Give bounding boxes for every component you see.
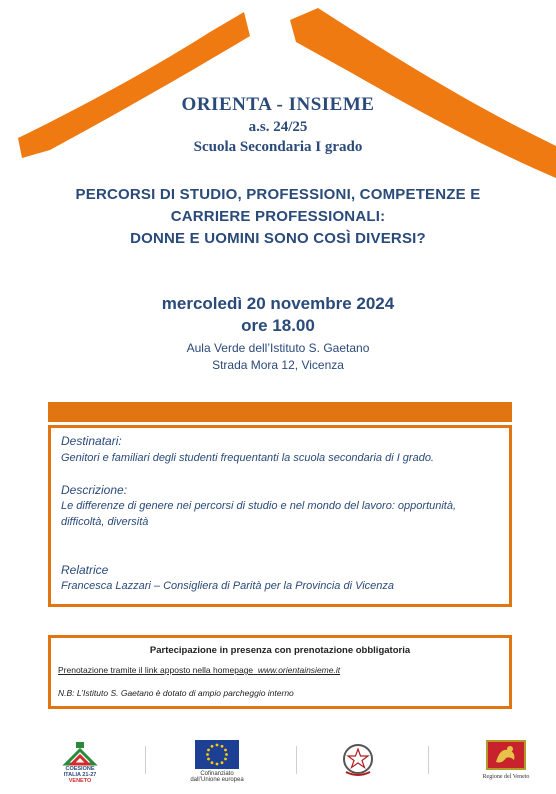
recipients-text: Genitori e familiari degli studenti frequentanti la scuola secondaria di I grado.: [61, 452, 434, 464]
coesione-line-3: VENETO: [68, 778, 92, 784]
booking-link-url[interactable]: www.orientainsieme.it: [257, 665, 341, 675]
venue-line-2: Strada Mora 12, Vicenza: [212, 358, 344, 372]
event-title-line-1: PERCORSI DI STUDIO, PROFESSIONI, COMPETENZE E: [75, 186, 481, 203]
header-title: ORIENTA - INSIEME: [181, 94, 375, 115]
event-title: [40, 184, 516, 250]
eu-flag-logo: [195, 740, 239, 769]
veneto-caption: Regione del Veneto: [482, 774, 530, 780]
italian-republic-emblem-icon: [338, 740, 378, 780]
venue-line-1: Aula Verde dell’Istituto S. Gaetano: [186, 341, 370, 355]
logo-separator: [428, 746, 429, 774]
speaker-label: Relatrice: [61, 563, 109, 577]
recipients-label: Destinatari:: [61, 434, 122, 448]
orange-divider-bar: [48, 402, 512, 422]
coesione-italia-logo: [62, 740, 98, 766]
roof-left-stroke: [18, 12, 250, 158]
speaker-text: Francesca Lazzari – Consigliera di Parità per la Provincia di Vicenza: [61, 580, 395, 592]
participation-box: [48, 635, 512, 709]
coesione-caption: [55, 766, 105, 784]
event-title-line-3: DONNE E UOMINI SONO COSÌ DIVERSI?: [130, 230, 426, 247]
description-line-1: Le differenze di genere nei percorsi di studio e nel mondo del lavoro: opportunità,: [61, 500, 457, 512]
coesione-line-2: ITALIA 21-27: [63, 772, 97, 778]
booking-link[interactable]: [58, 665, 340, 675]
header-school: Scuola Secondaria I grado: [193, 139, 363, 155]
description-line-2: difficoltà, diversità: [61, 516, 149, 528]
description-label: Descrizione:: [61, 483, 128, 497]
event-date: mercoledì 20 novembre 2024: [161, 294, 395, 313]
event-time: ore 18.00: [241, 316, 315, 335]
eu-line-1: Cofinanziato: [200, 771, 234, 777]
eu-line-2: dall’Unione europea: [190, 777, 244, 783]
details-box: [48, 425, 512, 607]
logo-separator: [145, 746, 146, 774]
eu-caption: [180, 771, 254, 783]
logo-separator: [296, 746, 297, 774]
event-venue: [0, 340, 556, 374]
coesione-line-1: COESIONE: [65, 766, 95, 772]
booking-link-text: Prenotazione tramite il link apposto nella homepage: [58, 665, 254, 675]
header-year: a.s. 24/25: [248, 119, 308, 135]
regione-veneto-logo: [486, 740, 526, 770]
event-title-line-2: CARRIERE PROFESSIONALI:: [170, 208, 386, 225]
participation-title: Partecipazione in presenza con prenotazione obbligatoria: [149, 645, 411, 656]
parking-note: N.B: L’Istituto S. Gaetano è dotato di ampio parcheggio interno: [58, 688, 294, 698]
